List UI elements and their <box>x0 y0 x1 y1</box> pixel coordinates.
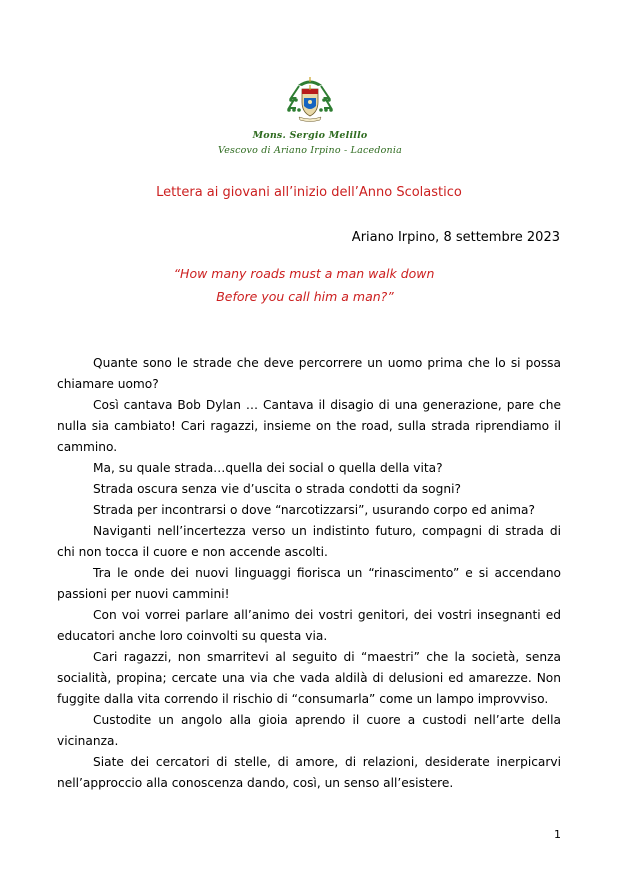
paragraph: Ma, su quale strada…quella dei social o quella della vita? <box>93 461 443 475</box>
paragraph: Naviganti nell’incertezza verso un indistinto futuro, compagni di strada di chi non tocca il cuore e non accende ascolti. <box>57 524 561 559</box>
signature-role: Vescovo di Ariano Irpino - Lacedonia <box>218 145 402 156</box>
letter-body <box>57 353 561 794</box>
paragraph: Cari ragazzi, non smarritevi al seguito di “maestri” che la società, senza socialità, propina; cercate una via che vada aldilà di delusioni ed amarezze. Non fuggite dalla vita correndo il rischio di “consumarla” come un lampo improvviso. <box>57 650 561 706</box>
paragraph: Quante sono le strade che deve percorrere un uomo prima che lo si possa chiamare uomo? <box>57 356 561 391</box>
episcopal-coat-of-arms-icon <box>285 76 335 122</box>
paragraph: Custodite un angolo alla gioia aprendo il cuore a custodi nell’arte della vicinanza. <box>57 713 561 748</box>
paragraph: Con voi vorrei parlare all’animo dei vostri genitori, dei vostri insegnanti ed educatori anche loro coinvolti su questa via. <box>57 608 561 643</box>
paragraph: Siate dei cercatori di stelle, di amore, di relazioni, desiderate inerpicarvi nell’approccio alla conoscenza dando, così, un senso all’esistere. <box>57 755 561 790</box>
paragraph: Strada oscura senza vie d’uscita o strada condotti da sogni? <box>93 482 461 496</box>
letter-title: Lettera ai giovani all’inizio dell’Anno Scolastico <box>156 185 462 200</box>
page-number: 1 <box>554 828 561 841</box>
quote-line-1: “How many roads must a man walk down <box>173 266 435 281</box>
paragraph: Così cantava Bob Dylan … Cantava il disagio di una generazione, pare che nulla sia cambiato! Cari ragazzi, insieme on the road, sulla strada riprendiamo il cammino. <box>57 398 561 454</box>
signature-name: Mons. Sergio Melillo <box>252 130 368 141</box>
place-and-date: Ariano Irpino, 8 settembre 2023 <box>351 230 560 245</box>
quote-line-2: Before you call him a man?” <box>216 289 394 304</box>
paragraph: Strada per incontrarsi o dove “narcotizzarsi”, usurando corpo ed anima? <box>93 503 535 517</box>
paragraph: Tra le onde dei nuovi linguaggi fiorisca un “rinascimento” e si accendano passioni per nuovi cammini! <box>57 566 561 601</box>
